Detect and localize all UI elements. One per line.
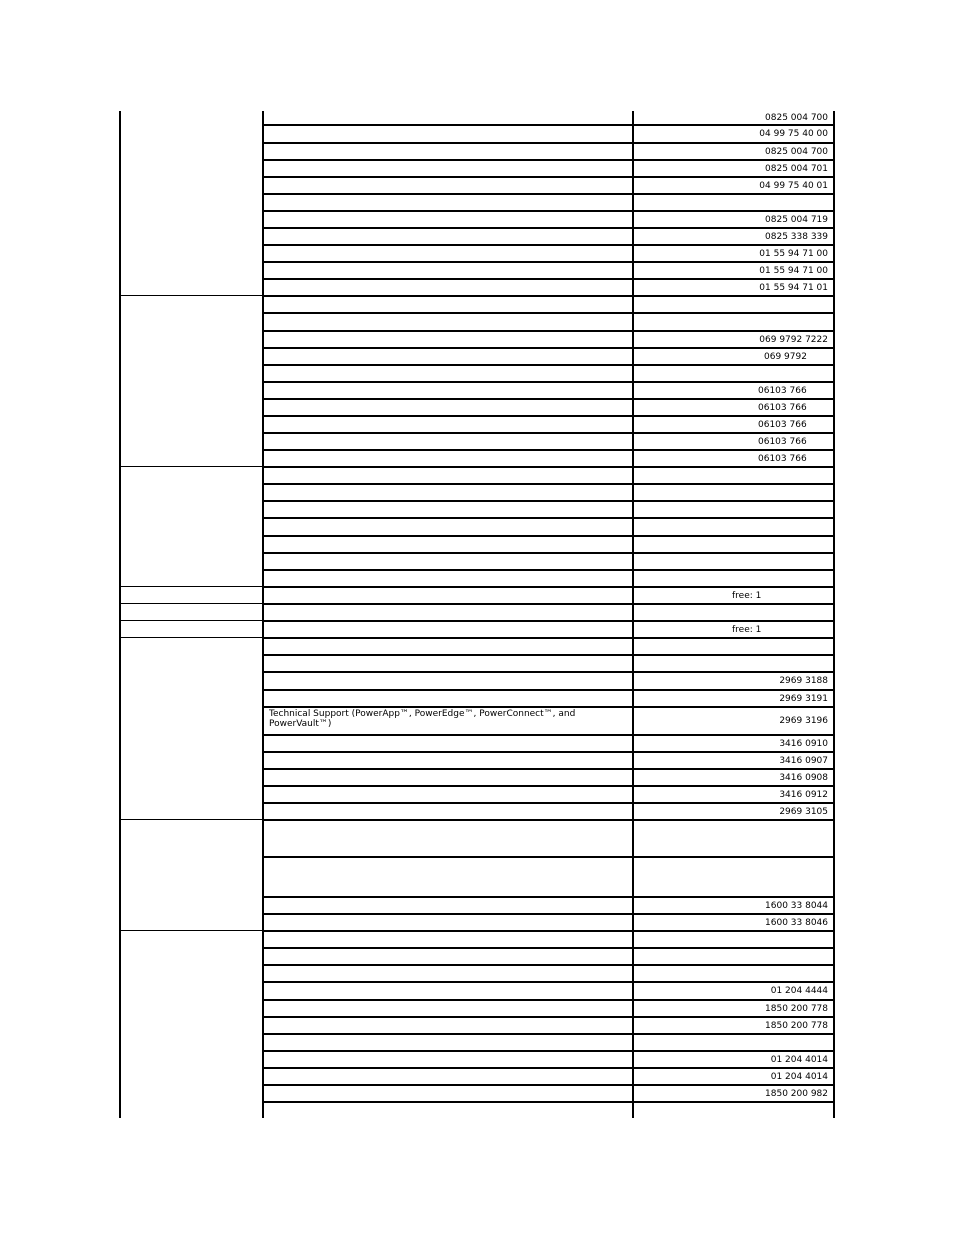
- service-description: [265, 113, 631, 125]
- phone-number: [635, 317, 833, 327]
- phone-number: 3416 0908: [779, 773, 828, 783]
- phone-number: [635, 935, 833, 945]
- service-description: [265, 754, 631, 769]
- phone-number: 01 204 4444: [770, 986, 828, 996]
- service-description: [265, 418, 631, 433]
- phone-number: [635, 642, 833, 652]
- service-description: [265, 572, 631, 587]
- service-description: [265, 435, 631, 450]
- service-description: [265, 950, 631, 965]
- phone-number: [635, 1105, 833, 1115]
- phone-number: free: 1: [732, 625, 762, 635]
- phone-number: 3416 0907: [779, 756, 828, 766]
- phone-number: 0825 004 700: [765, 147, 828, 157]
- service-description: [265, 350, 631, 365]
- phone-number: [635, 557, 833, 567]
- phone-number: [635, 872, 833, 882]
- country-column: [119, 111, 262, 1118]
- service-description: [265, 822, 631, 857]
- service-description: [265, 230, 631, 245]
- phone-number: [635, 505, 833, 515]
- service-description: [265, 933, 631, 948]
- service-description: [265, 333, 631, 348]
- service-description: [265, 367, 631, 382]
- phone-number: 06103 766: [758, 386, 807, 396]
- service-description: [265, 179, 631, 194]
- service-description: [265, 384, 631, 399]
- service-description: [265, 692, 631, 707]
- service-description: [265, 788, 631, 803]
- phone-number: 1850 200 778: [765, 1021, 828, 1031]
- service-description: [265, 1104, 631, 1118]
- phone-number: 1600 33 8046: [765, 918, 828, 928]
- service-description: [265, 486, 631, 501]
- phone-number: 06103 766: [758, 454, 807, 464]
- phone-number: 0825 004 719: [765, 215, 828, 225]
- phone-number: 2969 3196: [779, 716, 828, 726]
- service-description: [265, 805, 631, 820]
- service-description: [265, 1036, 631, 1051]
- phone-number: 04 99 75 40 01: [759, 181, 828, 191]
- service-description: [265, 196, 631, 211]
- service-description: Technical Support (PowerApp™, PowerEdge™, PowerConnect™, and PowerVault™): [269, 709, 576, 729]
- phone-number: 1850 200 778: [765, 1004, 828, 1014]
- phone-number: 01 55 94 71 00: [759, 249, 828, 259]
- service-description: [265, 967, 631, 982]
- phone-number: 3416 0910: [779, 739, 828, 749]
- contact-table: [119, 111, 835, 1118]
- service-description: [265, 771, 631, 786]
- service-description: [265, 520, 631, 536]
- country-separator: [119, 603, 264, 604]
- service-description: [265, 538, 631, 553]
- phone-number: 2969 3191: [779, 694, 828, 704]
- service-description: [265, 469, 631, 484]
- service-description: [265, 916, 631, 931]
- phone-number: 0825 004 700: [765, 113, 828, 123]
- service-description: [265, 640, 631, 655]
- phone-number: 3416 0912: [779, 790, 828, 800]
- service-description: [265, 1070, 631, 1085]
- phone-number: [635, 659, 833, 669]
- phone-number: [635, 198, 833, 208]
- service-description: [265, 281, 631, 296]
- phone-number: 04 99 75 40 00: [759, 129, 828, 139]
- phone-number: 0825 338 339: [765, 232, 828, 242]
- phone-number: 06103 766: [758, 403, 807, 413]
- phone-number: [635, 488, 833, 498]
- phone-number: [635, 1038, 833, 1048]
- service-description: [265, 1019, 631, 1034]
- service-description: [265, 606, 631, 621]
- country-separator: [119, 586, 264, 587]
- phone-number: [635, 540, 833, 550]
- phone-number: 01 55 94 71 00: [759, 266, 828, 276]
- phone-number: 01 204 4014: [770, 1072, 828, 1082]
- phone-number: [635, 522, 833, 532]
- service-description: [265, 264, 631, 279]
- service-description: [265, 984, 631, 1000]
- country-separator: [119, 295, 264, 296]
- phone-number: [635, 608, 833, 618]
- phone-number: [635, 471, 833, 481]
- country-separator: [119, 620, 264, 621]
- table-vertical-rule: [119, 111, 121, 1118]
- phone-number: 069 9792: [764, 352, 807, 362]
- service-description: [265, 298, 631, 313]
- phone-number: 2969 3188: [779, 676, 828, 686]
- service-description: [265, 1002, 631, 1017]
- service-description: [265, 623, 631, 638]
- phone-number: [635, 574, 833, 584]
- service-description: [265, 657, 631, 672]
- service-description: [265, 213, 631, 228]
- country-separator: [119, 819, 264, 820]
- phone-number: 0825 004 701: [765, 164, 828, 174]
- country-separator: [119, 930, 264, 931]
- phone-number: 06103 766: [758, 437, 807, 447]
- phone-number: 069 9792 7222: [759, 335, 828, 345]
- service-description: [265, 737, 631, 752]
- phone-number: 2969 3105: [779, 807, 828, 817]
- service-description: [265, 1087, 631, 1102]
- country-separator: [119, 466, 264, 467]
- service-description: [265, 1053, 631, 1068]
- service-description: [265, 162, 631, 177]
- service-description: [265, 452, 631, 467]
- service-description: [265, 503, 631, 518]
- service-description: [265, 555, 631, 570]
- phone-number: 1600 33 8044: [765, 901, 828, 911]
- phone-number: free: 1: [732, 591, 762, 601]
- service-description: [265, 899, 631, 914]
- service-description: [265, 247, 631, 262]
- service-description: [265, 589, 631, 604]
- phone-number: 01 55 94 71 01: [759, 283, 828, 293]
- phone-number: 01 204 4014: [770, 1055, 828, 1065]
- phone-number: [635, 834, 833, 844]
- service-description: [265, 859, 631, 897]
- service-description: [265, 315, 631, 331]
- phone-number: [635, 300, 833, 310]
- service-description: [265, 674, 631, 690]
- service-description: [265, 127, 631, 143]
- phone-number: [635, 369, 833, 379]
- phone-number: 06103 766: [758, 420, 807, 430]
- service-description: [265, 401, 631, 416]
- phone-number: 1850 200 982: [765, 1089, 828, 1099]
- service-description: [265, 145, 631, 160]
- phone-number: [635, 969, 833, 979]
- country-separator: [119, 637, 264, 638]
- phone-number: [635, 952, 833, 962]
